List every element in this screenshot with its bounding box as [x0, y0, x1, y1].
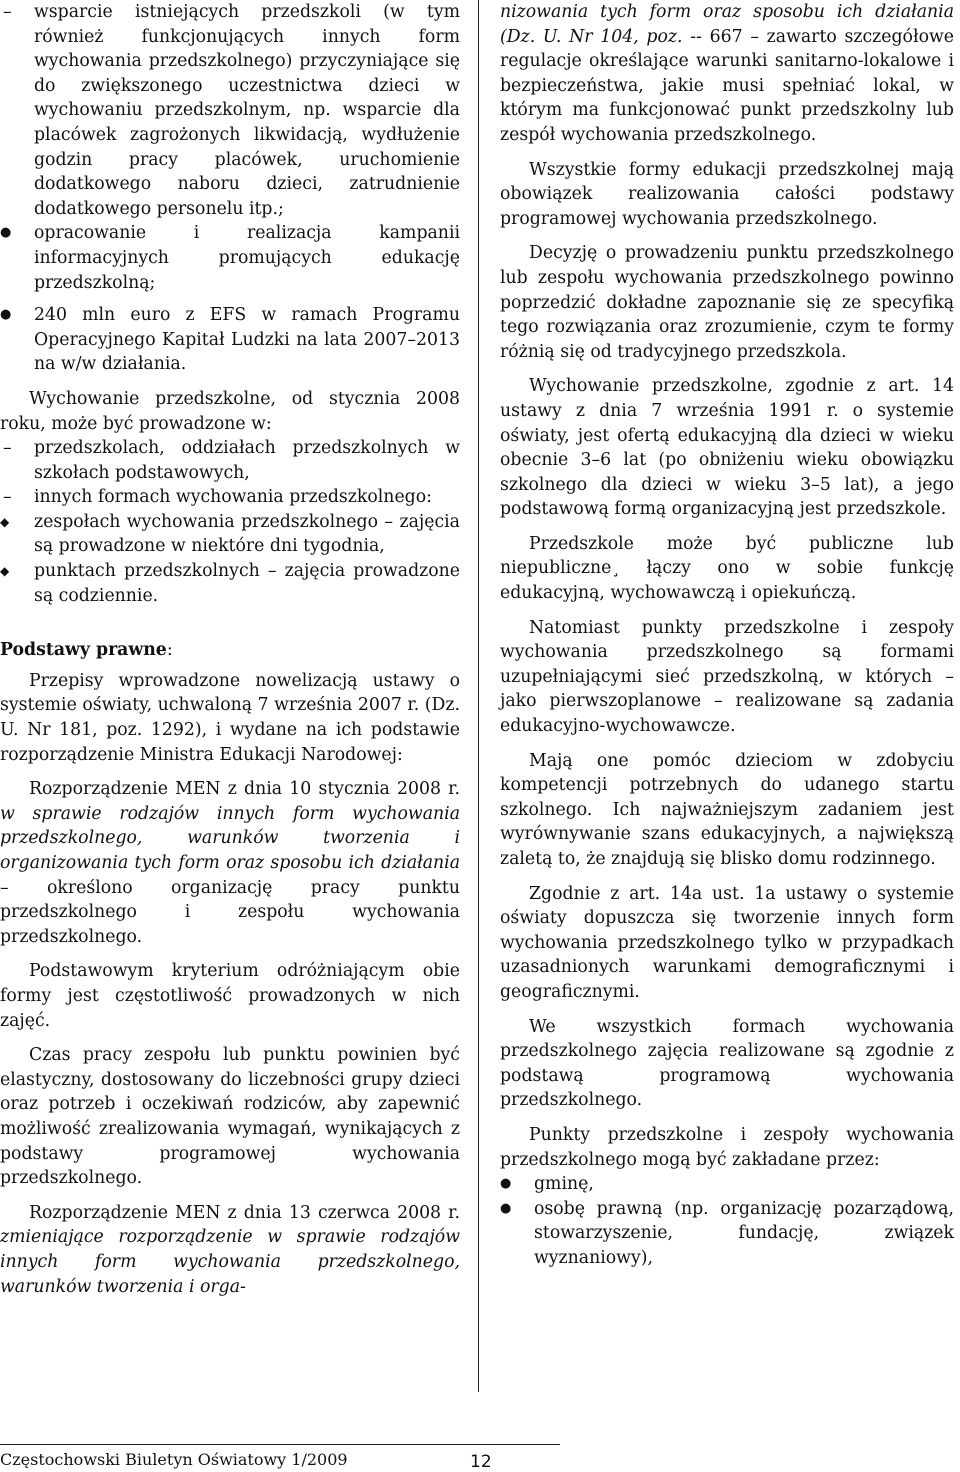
bullet-icon: ●: [0, 307, 12, 323]
paragraph: Decyzję o prowadzeniu punktu przedszkolnego lub zespołu wychowania przedszkolnego powinno poprzedzić dokładne zapoznanie się ze specyfiką tego rozwiązania oraz zrozumienie, czym te formy różnią się od tradycyjnego przedszkola.: [500, 243, 954, 362]
paragraph: We wszystkich formach wychowania przedszkolnego zajęcia realizowane są zgodnie z podstawą programową wychowania przedszkolnego.: [500, 1016, 954, 1111]
sub-list-item: ◆ zespołach wychowania przedszkolnego – zajęcia są prowadzone w niektóre dni tygodnia,: [0, 511, 460, 557]
paragraph: Wychowanie przedszkolne, od stycznia 2008 roku, może być prowadzone w:: [0, 388, 460, 434]
dash-marker: –: [3, 487, 12, 508]
paragraph: Przepisy wprowadzone nowelizacją ustawy o systemie oświaty, uchwaloną 7 września 2007 r. (Dz. U. Nr 181, poz. 1292), i wydane na ich podstawie rozporządzenie Ministra Edukacji Narodowej:: [0, 670, 460, 765]
paragraph: Wszystkie formy edukacji przedszkolnej mają obowiązek realizowania całości podstawy programowej wychowania przedszkolnego.: [500, 159, 954, 229]
footer-rule: [0, 1444, 560, 1445]
bullet-icon: ●: [500, 1176, 512, 1192]
paragraph: Natomiast punkty przedszkolne i zespoły wychowania przedszkolnego są formami uzupełniającymi sieć przedszkolną, w których – jako pierwszoplanowe – realizowane są zadania edukacyjno-wychowawcze.: [500, 617, 954, 737]
list-item: – innych formach wychowania przedszkolnego:: [0, 485, 460, 510]
page-number: 12: [470, 1452, 492, 1472]
paragraph: Podstawowym kryterium odróżniającym obie formy jest częstotliwość prowadzonych w nich zajęć.: [0, 961, 460, 1031]
list-item: – przedszkolach, oddziałach przedszkolnych w szkołach podstawowych,: [3, 438, 460, 483]
paragraph: Przedszkole może być publiczne lub niepubliczne¸ łączy ono w sobie funkcję edukacyjną, wychowawczą i opiekuńczą.: [500, 533, 954, 604]
paragraph: nizowania tych form oraz sposobu ich działania (Dz. U. Nr 104, poz. -- 667 – zawarto szczegółowe regulacje określające warunki sanitarno-lokalowe i bezpieczeństwa, jakie musi spełniać lokal, w którym ma funkcjonować punkt przedszkolny lub zespół wychowania przedszkolnego.: [500, 2, 954, 145]
list-item: ● opracowanie i realizacja kampanii informacyjnych promujących edukację przedszkolną;: [0, 223, 460, 293]
section-heading: Podstawy prawne:: [0, 640, 173, 661]
list-item: ● gminę,: [500, 1172, 954, 1197]
right-column: [500, 0, 954, 1271]
paragraph: Wychowanie przedszkolne, zgodnie z art. 14 ustawy z dnia 7 września 1991 r. o systemie oświaty, jest ofertą edukacyjną dla dzieci w wieku obecnie 3–6 lat (po obniżeniu wieku obowiązku szkolnego dla dzieci w wieku 3–5 lat), a jego podstawową formą organizacyjną jest przedszkole.: [500, 376, 954, 520]
dash-marker: –: [3, 438, 12, 459]
paragraph: Punkty przedszkolne i zespoły wychowania przedszkolnego mogą być zakładane przez:: [500, 1124, 954, 1170]
left-column: [0, 0, 460, 1299]
paragraph: Czas pracy zespołu lub punktu powinien być elastyczny, dostosowany do liczebności grupy dzieci oraz potrzeb i oczekiwań rodziców, aby zapewnić możliwość zrealizowania wymagań, wynikających z podstawy programowej wychowania przedszkolnego.: [0, 1045, 460, 1189]
diamond-bullet-icon: ◆: [0, 564, 10, 579]
bullet-icon: ●: [0, 225, 12, 241]
paragraph: Mają one pomóc dzieciom w zdobyciu kompetencji potrzebnych do udanego startu szkolnego. Ich najważniejszym zadaniem jest wyrównywanie szans edukacyjnych, a największą zaletą to, że znajdują się blisko domu rodzinnego.: [500, 750, 954, 869]
column-divider: [478, 0, 479, 1392]
sub-list-item: ◆ punktach przedszkolnych – zajęcia prowadzone są codziennie.: [0, 561, 460, 606]
page-footer: [0, 1430, 960, 1472]
paragraph: Rozporządzenie MEN z dnia 13 czerwca 2008 r. zmieniające rozporządzenie w sprawie rodzajów innych form wychowania przedszkolnego, warunków tworzenia i orga-: [0, 1202, 460, 1297]
list-item: ● 240 mln euro z EFS w ramach Programu Operacyjnego Kapitał Ludzki na lata 2007–2013 na w/w działania.: [0, 305, 460, 375]
list-item: ● osobę prawną (np. organizację pozarządową, stowarzyszenie, fundację, związek wyznaniowy),: [500, 1198, 954, 1268]
diamond-bullet-icon: ◆: [0, 514, 10, 529]
paragraph: Rozporządzenie MEN z dnia 10 stycznia 2008 r. w sprawie rodzajów innych form wychowania przedszkolnego, warunków tworzenia i organizowania tych form oraz sposobu ich działania – określono organizację pracy punktu przedszkolnego i zespołu wychowania przedszkolnego.: [0, 779, 460, 947]
bullet-icon: ●: [500, 1200, 512, 1216]
list-item: – wsparcie istniejących przedszkoli (w tym również funkcjonujących innych form wychowania przedszkolnego) przyczyniające się do zwiększonego uczestnictwa dzieci w wychowaniu przedszkolnym, np. wsparcie dla placówek zagrożonych likwidacją, wydłużenie godzin pracy placówek, uruchomienie dodatkowego naboru dzieci, zatrudnienie dodatkowego personelu itp.;: [3, 2, 460, 219]
paragraph: Zgodnie z art. 14a ust. 1a ustawy o systemie oświaty dopuszcza się tworzenie innych form wychowania przedszkolnego tylko w przypadkach uzasadnionych warunkami demograficznymi i geograficznymi.: [500, 883, 954, 1002]
dash-marker: –: [3, 2, 12, 22]
publication-title: Częstochowski Biuletyn Oświatowy 1/2009: [0, 1450, 348, 1469]
